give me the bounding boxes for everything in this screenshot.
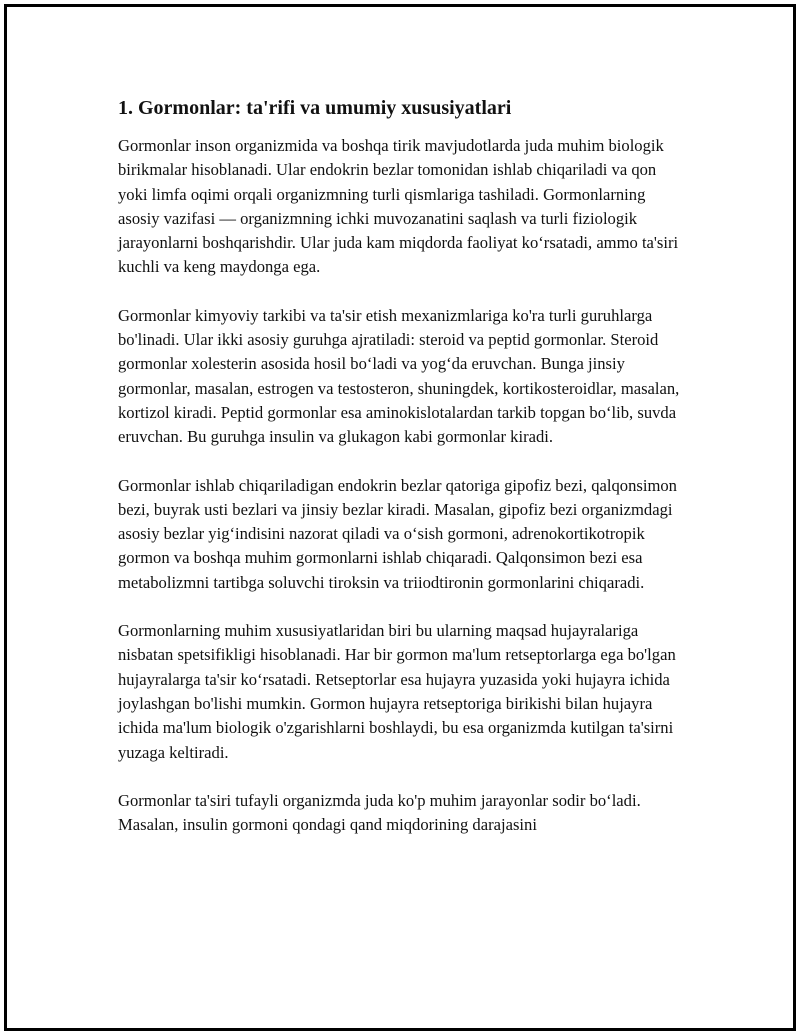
document-body: [118, 96, 684, 861]
paragraph-effects: Gormonlar ta'siri tufayli organizmda juda ko'p muhim jarayonlar sodir bo‘ladi. Masalan, insulin gormoni qondagi qand miqdorining darajasini: [118, 790, 641, 835]
paragraph-specificity: Gormonlarning muhim xususiyatlaridan biri bu ularning maqsad hujayralariga nisbatan spetsifikligi hisoblanadi. Har bir gormon ma'lum retseptorlarga ega bo'lgan hujayralarga ta'sir ko‘rsatadi. Retseptorlar esa hujayra yuzasida yoki hujayra ichida joylashgan bo'lishi mumkin. Gormon hujayra retseptoriga birikishi bilan hujayra ichida ma'lum biologik o'zgarishlarni boshlaydi, bu esa organizmda kutilgan ta'sirni yuzaga keltiradi.: [118, 621, 676, 762]
paragraph-endocrine-glands: Gormonlar ishlab chiqariladigan endokrin bezlar qatoriga gipofiz bezi, qalqonsimon bezi, buyrak usti bezlari va jinsiy bezlar kiradi. Masalan, gipofiz bezi organizmdagi asosiy bezlar yig‘indisini nazorat qiladi va o‘sish gormoni, adrenokortikotropik gormon va boshqa muhim gormonlarni ishlab chiqaradi. Qalqonsimon bezi esa metabolizmni tartibga soluvchi tiroksin va triiodtironin gormonlarini chiqaradi.: [118, 475, 677, 592]
paragraph-definition: Gormonlar inson organizmida va boshqa tirik mavjudotlarda juda muhim biologik birikmalar hisoblanadi. Ular endokrin bezlar tomonidan ishlab chiqariladi va qon yoki limfa oqimi orqali organizmning turli qismlariga tashiladi. Gormonlarning asosiy vazifasi — organizmning ichki muvozanatini saqlash va turli fiziologik jarayonlarni boshqarishdir. Ular juda kam miqdorda faoliyat ko‘rsatadi, ammo ta'siri kuchli va keng maydonga ega.: [118, 136, 679, 277]
paragraph-classification: Gormonlar kimyoviy tarkibi va ta'sir etish mexanizmlariga ko'ra turli guruhlarga bo'linadi. Ular ikki asosiy guruhga ajratiladi: steroid va peptid gormonlar. Steroid gormonlar xolesterin asosida hosil bo‘ladi va yog‘da eruvchan. Bunga jinsiy gormonlar, masalan, estrogen va testosteron, shuningdek, kortikosteroidlar, masalan, kortizol kiradi. Peptid gormonlar esa aminokislotalardan tarkib topgan bo‘lib, suvda eruvchan. Bu guruhga insulin va glukagon kabi gormonlar kiradi.: [118, 305, 680, 447]
section-heading: 1. Gormonlar: ta'rifi va umumiy xususiyatlari: [118, 97, 512, 119]
